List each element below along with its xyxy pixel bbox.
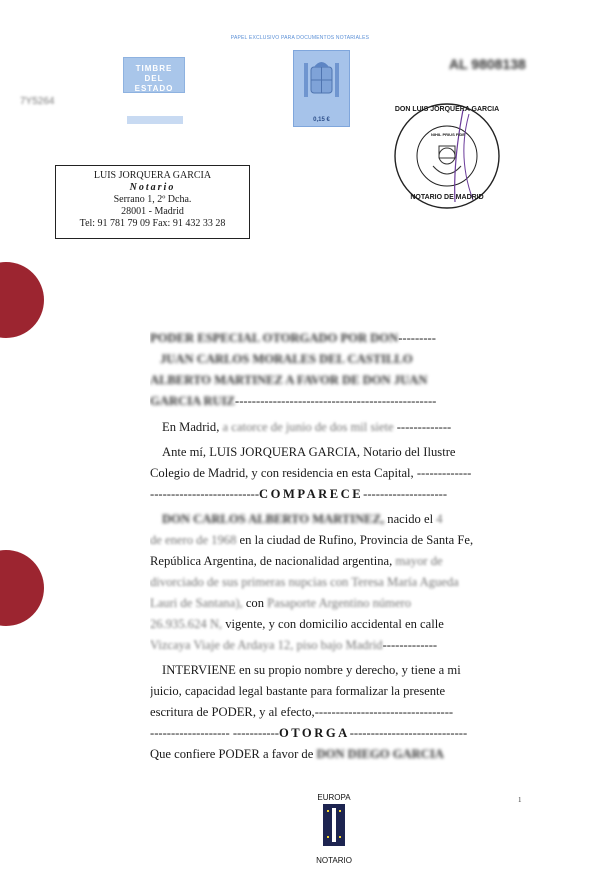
europa-emblem-icon xyxy=(323,804,345,846)
timbre-subplate xyxy=(127,116,183,124)
coat-of-arms-icon xyxy=(294,51,349,111)
serial-number: AL 9808138 xyxy=(449,56,526,72)
notario-label: NOTARIO xyxy=(316,856,352,865)
notary-address: Serrano 1, 2º Dcha. xyxy=(113,194,192,205)
timbre-line2: DEL ESTADO xyxy=(134,74,174,93)
document-body xyxy=(150,330,530,767)
notary-phones: Tel: 91 781 79 09 Fax: 91 432 33 28 xyxy=(79,218,226,229)
notary-name: LUIS JORQUERA GARCIA xyxy=(93,170,212,181)
notary-title: Notario xyxy=(129,182,176,193)
marital-line: divorciado de sus primeras nupcias con Teresa María Agueda xyxy=(150,575,459,589)
confiere-line: Que confiere PODER a favor de DON DIEGO GARCIA xyxy=(150,747,444,761)
seal-ring-bottom: NOTARIO DE MADRID xyxy=(410,194,484,201)
person-line: DON CARLOS ALBERTO MARTINEZ, nacido el 4 xyxy=(162,512,443,526)
europa-notario-logo xyxy=(306,793,362,873)
appear-line-1: Ante mí, LUIS JORQUERA GARCIA, Notario del Ilustre xyxy=(162,445,456,459)
notary-city: 28001 - Madrid xyxy=(121,206,184,217)
notary-letterhead-box xyxy=(55,165,250,239)
heading-line: JUAN CARLOS MORALES DEL CASTILLO xyxy=(160,352,413,366)
binding-ribbon-top xyxy=(0,262,44,338)
europa-label: EUROPA xyxy=(317,793,351,802)
birth-line: de enero de 1968 en la ciudad de Rufino, Provincia de Santa Fe, xyxy=(150,533,474,547)
id-line: 26.935.624 N, vigente, y con domicilio accidental en calle xyxy=(150,617,444,631)
passport-line: Lauri de Santana), con Pasaporte Argentino número xyxy=(150,596,412,610)
nationality-line: República Argentina, de nacionalidad argentina, mayor de xyxy=(150,554,443,568)
intervene-line-1: INTERVIENE en su propio nombre y derecho, y tiene a mi xyxy=(162,663,461,677)
intervene-line-3: escritura de PODER, y al efecto,--------------------------------- xyxy=(150,705,454,719)
timbre-del-estado xyxy=(123,57,185,93)
binding-ribbon-bottom xyxy=(0,550,44,626)
seal-motto: NIHIL PRIUS FIDE xyxy=(431,132,465,137)
stamp-price: 0,15 € xyxy=(313,117,330,123)
heading-line: GARCIA RUIZ------------------------------------------------ xyxy=(150,394,437,408)
heading-line: ALBERTO MARTINEZ A FAVOR DE DON JUAN xyxy=(150,373,428,387)
timbre-line1: TIMBRE xyxy=(135,64,173,73)
notary-seal xyxy=(393,102,501,210)
comparece-line: --------------------------COMPARECE-------------------- xyxy=(150,487,448,501)
paper-header-text: PAPEL EXCLUSIVO PARA DOCUMENTOS NOTARIALES xyxy=(230,35,370,41)
heading-line: PODER ESPECIAL OTORGADO POR DON--------- xyxy=(150,331,436,345)
page-number: 1 xyxy=(518,796,522,804)
appear-line-2: Colegio de Madrid, y con residencia en esta Capital, ------------- xyxy=(150,466,472,480)
date-line: En Madrid, a catorce de junio de dos mil siete ------------- xyxy=(162,420,452,434)
state-stamp xyxy=(293,50,350,127)
intervene-line-2: juicio, capacidad legal bastante para formalizar la presente xyxy=(150,684,446,698)
otorga-line: ------------------- -----------OTORGA---------------------------- xyxy=(150,726,468,740)
seal-ring-top: DON LUIS JORQUERA GARCIA xyxy=(394,106,500,113)
address-line: Vizcaya Viaje de Ardaya 12, piso bajo Madrid------------- xyxy=(150,638,438,652)
side-code: 7Y5264 xyxy=(20,96,55,107)
